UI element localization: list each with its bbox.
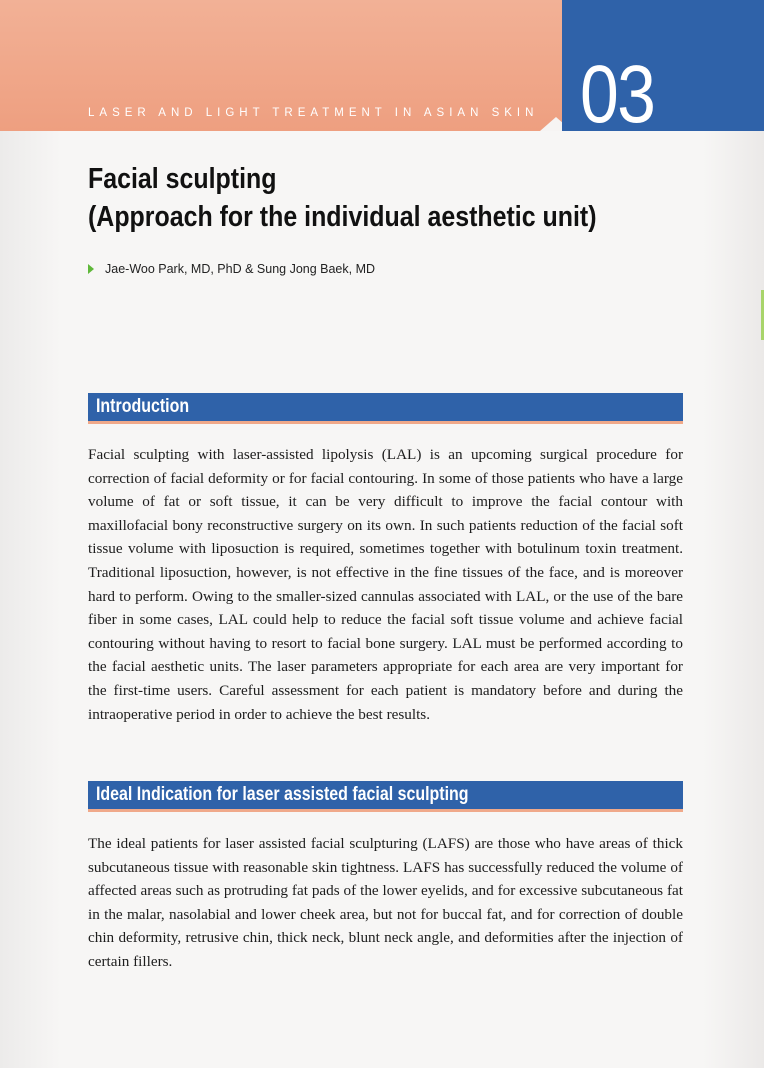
section-heading-bar-ideal-indication	[88, 781, 683, 812]
section-heading-ideal-indication: Ideal Indication for laser assisted facial sculpting	[96, 784, 469, 805]
chapter-number: 03	[580, 49, 655, 140]
paragraph: The ideal patients for laser assisted facial sculpturing (LAFS) are those who have areas of thick subcutaneous tissue with reasonable skin tightness. LAFS has successfully reduced the volume of affected areas such as protruding fat pads of the lower eyelids, and for excessive subcutaneous fat in the malar, nasolabial and lower cheek area, but not for buccal fat, and for correction of double chin deformity, retrusive chin, thick neck, blunt neck angle, and deformities after the injection of certain fillers.	[88, 835, 683, 970]
article-title	[88, 160, 604, 236]
bullet-triangle-icon	[88, 264, 94, 274]
paragraph: Facial sculpting with laser-assisted lipolysis (LAL) is an upcoming surgical procedure for correction of facial deformity or for facial contouring. In some of those patients who have a large volume of fat or soft tissue, it can be very difficult to improve the facial contour with maxillofacial bony reconstructive surgery on its own. In such patients reduction of the facial soft tissue volume with liposuction is required, sometimes together with botulinum toxin treatment. Traditional liposuction, however, is not effective in the fine tissues of the face, and is moreover hard to perform. Owing to the smaller-sized cannulas associated with LAL, or the use of the bare fiber in some cases, LAL could help to reduce the facial soft tissue volume and achieve facial contouring without having to resort to facial bone surgery. LAL must be performed according to the facial aesthetic units. The laser parameters appropriate for each area are very important for the first-time users. Careful assessment for each patient is mandatory before and during the intraoperative period in order to achieve the best results.	[88, 446, 683, 723]
article-title-line-2: (Approach for the individual aesthetic unit)	[88, 201, 597, 233]
section-body-introduction	[88, 443, 683, 726]
section-heading-bar-introduction	[88, 393, 683, 424]
author-line	[88, 262, 375, 276]
section-heading-introduction: Introduction	[96, 396, 190, 417]
running-head: LASER AND LIGHT TREATMENT IN ASIAN SKIN	[88, 107, 539, 119]
section-body-ideal-indication	[88, 832, 683, 974]
author-names: Jae-Woo Park, MD, PhD & Sung Jong Baek, MD	[105, 262, 376, 276]
article-title-line-1: Facial sculpting	[88, 163, 277, 195]
